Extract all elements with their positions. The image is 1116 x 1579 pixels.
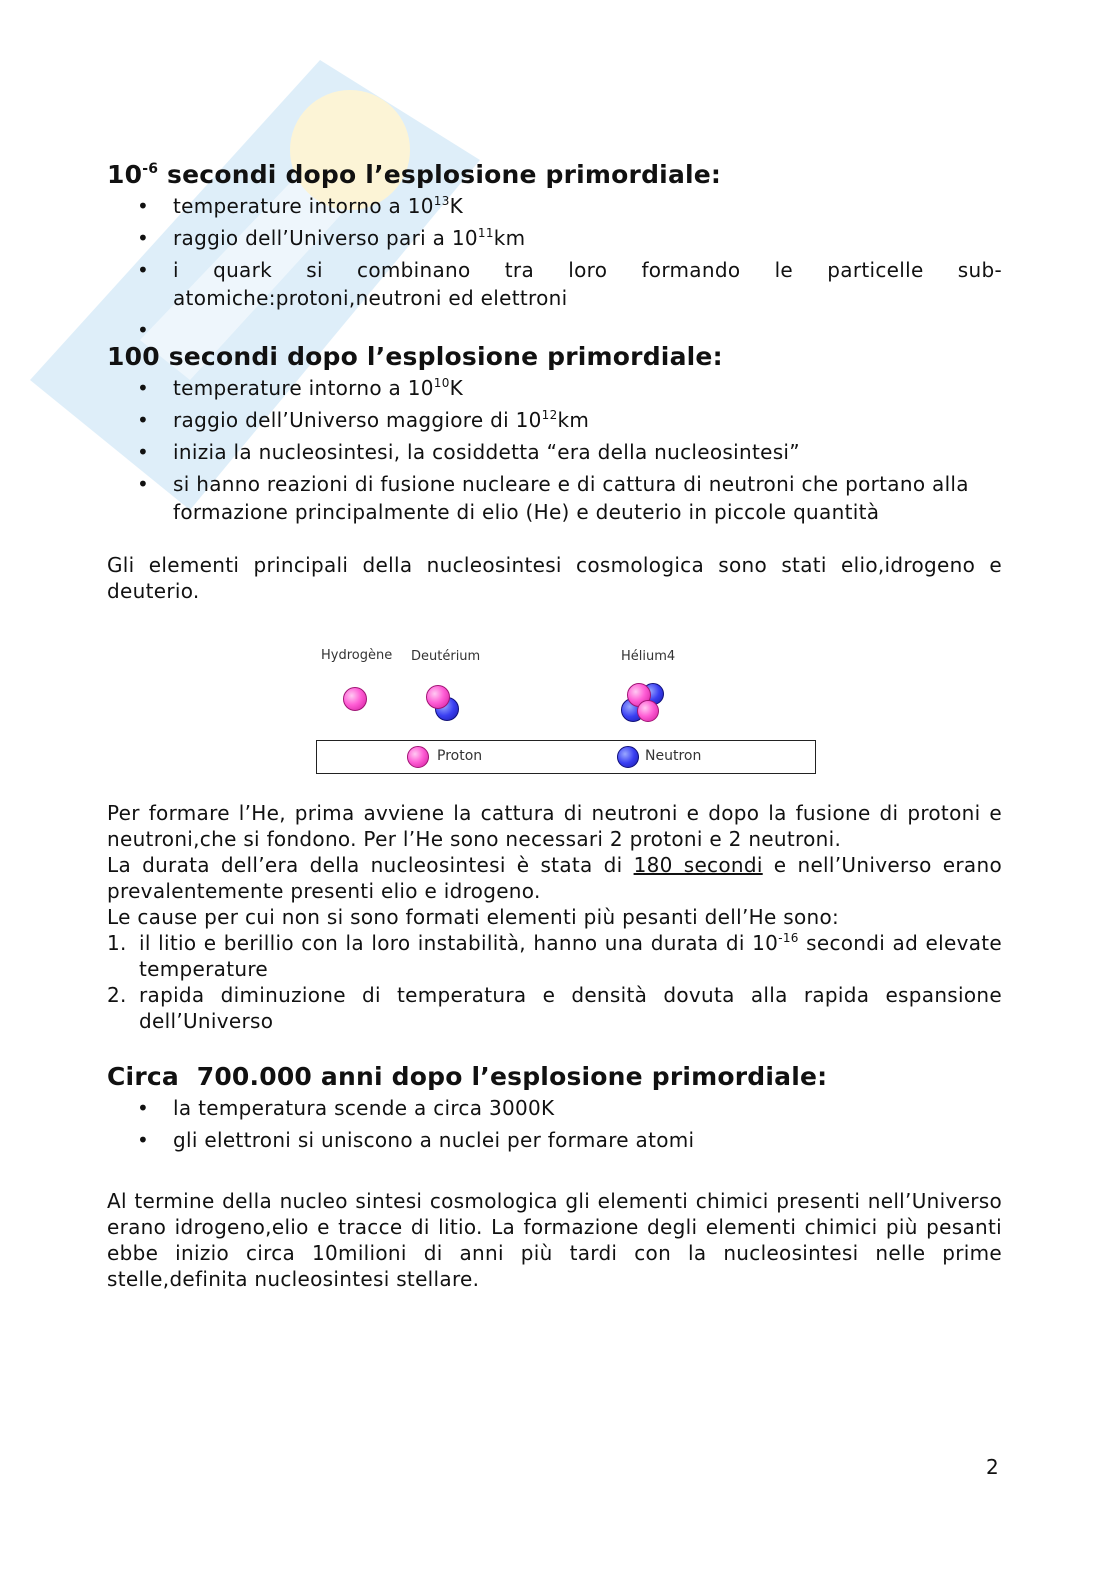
list-item: • inizia la nucleosintesi, la cosiddetta “era della nucleosintesi”	[107, 438, 1002, 466]
bullet-list-3	[107, 1094, 1002, 1154]
list-item: 1. il litio e berillio con la loro instabilità, hanno una durata di $10^{-16}$ secondi ad elevate temperature	[107, 931, 1003, 981]
paragraph: Gli elementi principali della nucleosintesi cosmologica sono stati elio,idrogeno e deuterio.	[107, 553, 1002, 603]
list-item: 2. rapida diminuzione di temperatura e densità dovuta alla rapida espansione dell’Universo	[107, 983, 1002, 1033]
underlined-duration: 180 secondi	[633, 853, 763, 877]
list-item: • si hanno reazioni di fusione nucleare e di cattura di neutroni che portano alla formazione principalmente di elio (He) e deuterio in piccole quantità	[107, 470, 1002, 526]
bullet-list-2	[107, 374, 1002, 526]
deuterium-proton	[426, 685, 450, 709]
list-item-empty	[107, 316, 1002, 338]
list-item: • gli elettroni si uniscono a nuclei per formare atomi	[107, 1126, 1002, 1154]
section-heading-2: 100 secondi dopo l’esplosione primordiale:	[107, 342, 723, 371]
paragraph: Al termine della nucleo sintesi cosmologica gli elementi chimici presenti nell’Universo erano idrogeno,elio e tracce di litio. La formazione degli elementi chimici più pesanti ebbe inizio circa 10milioni di anni più tardi con la nucleosintesi nelle prime stelle,definita nucleosintesi stellare.	[107, 1189, 1002, 1291]
nuclei-figure	[316, 640, 816, 790]
list-item: • la temperatura scende a circa 3000K	[107, 1094, 1002, 1122]
bullet-list-1	[107, 192, 1002, 338]
paragraph: Le cause per cui non si sono formati elementi più pesanti dell’He sono:	[107, 905, 840, 929]
section-heading-1: $10^{-6}$ secondi dopo l’esplosione primordiale:	[107, 160, 722, 189]
legend-neutron-icon	[617, 746, 639, 768]
figure-legend	[316, 740, 816, 774]
legend-proton-label: Proton	[437, 748, 483, 764]
numbered-list	[107, 930, 1002, 1034]
legend-neutron-label: Neutron	[645, 748, 702, 764]
page-number: 2	[986, 1455, 999, 1479]
label-hydrogen: Hydrogène	[321, 648, 393, 663]
hydrogen-proton	[343, 687, 367, 711]
list-item: • raggio dell’Universo maggiore di $10^{12}km$	[107, 406, 1002, 434]
legend-proton-icon	[407, 746, 429, 768]
section-heading-3: Circa 700.000 anni dopo l’esplosione primordiale:	[107, 1062, 828, 1091]
helium-proton	[637, 700, 659, 722]
list-item: • temperature intorno a $10^{10}K$	[107, 374, 1002, 402]
list-item: • i quark si combinano tra loro formando le particelle sub-atomiche:protoni,neutroni ed elettroni	[107, 256, 1002, 312]
paragraph: Per formare l’He, prima avviene la cattura di neutroni e dopo la fusione di protoni e neutroni,che si fondono. Per l’He sono necessari 2 protoni e 2 neutroni.	[107, 801, 1002, 851]
list-item: • raggio dell’Universo pari a $10^{11}km$	[107, 224, 1002, 252]
list-item: • temperature intorno a $10^{13}K$	[107, 192, 1002, 220]
label-helium: Hélium4	[621, 649, 676, 664]
label-deuterium: Deutérium	[411, 649, 481, 664]
paragraph: La durata dell’era della nucleosintesi è stata di 180 secondi e nell’Universo erano prevalentemente presenti elio e idrogeno.	[107, 853, 1002, 903]
document-page	[107, 158, 1002, 1292]
